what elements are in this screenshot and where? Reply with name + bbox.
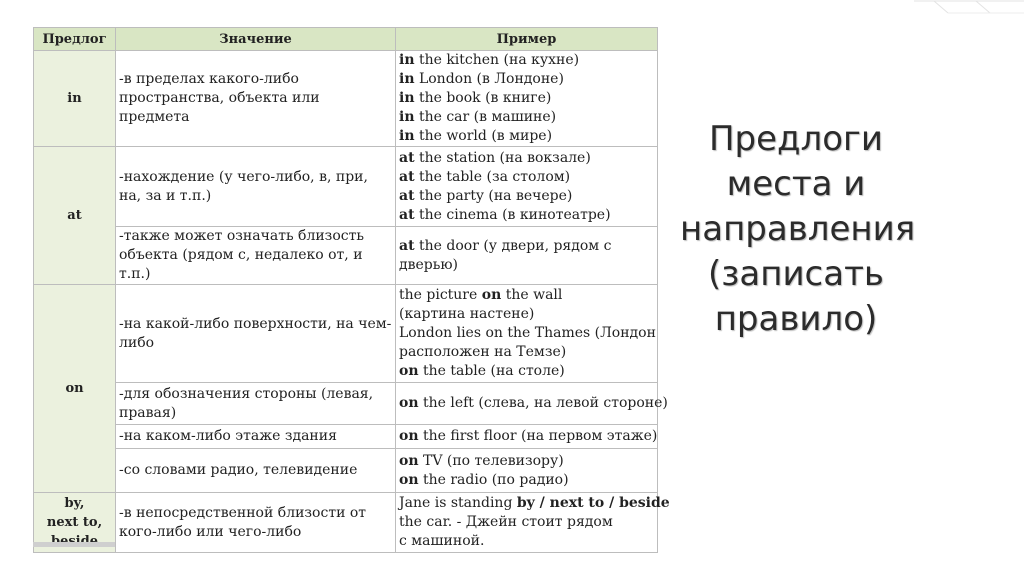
title-line: Предлоги bbox=[708, 119, 884, 159]
title-line: правило) bbox=[714, 299, 878, 339]
table-header-row bbox=[34, 28, 658, 51]
example-cell bbox=[396, 449, 658, 493]
title-line: (записать bbox=[708, 254, 884, 294]
meaning-cell: -для обозначения стороны (левая, правая) bbox=[116, 383, 396, 425]
title-line: места и bbox=[726, 164, 866, 204]
example-line: in the kitchen (на кухне) bbox=[399, 52, 580, 68]
example-line: дверью) bbox=[399, 256, 459, 273]
title-line: направления bbox=[680, 209, 916, 249]
example-cell bbox=[396, 285, 658, 383]
table-row bbox=[34, 493, 658, 553]
example-line: (картина настене) bbox=[399, 306, 535, 322]
example-line: at the party (на вечере) bbox=[399, 187, 573, 204]
prep-cell-in: in bbox=[34, 51, 116, 147]
meaning-cell: -со словами радио, телевидение bbox=[116, 449, 396, 493]
header-example: Пример bbox=[396, 28, 658, 51]
meaning-cell: -также может означать близость объекта (рядом с, недалеко от, и т.п.) bbox=[116, 227, 396, 285]
table-row bbox=[34, 449, 658, 493]
table-row bbox=[34, 147, 658, 227]
example-cell bbox=[396, 227, 658, 285]
example-line: at the station (на вокзале) bbox=[399, 149, 591, 166]
example-cell bbox=[396, 51, 658, 147]
table-row bbox=[34, 227, 658, 285]
slide-corner-decoration bbox=[914, 0, 1024, 14]
example-line: in the car (в машине) bbox=[399, 109, 557, 125]
slide-title bbox=[680, 117, 916, 342]
example-line: the picture on the wall bbox=[399, 287, 563, 303]
header-meaning: Значение bbox=[116, 28, 396, 51]
table-bottom-bar bbox=[33, 542, 115, 547]
example-line: London lies on the Thames (Лондон bbox=[399, 325, 656, 341]
example-line: at the cinema (в кинотеатре) bbox=[399, 206, 611, 223]
example-line: at the door (у двери, рядом с bbox=[399, 237, 612, 254]
table-row bbox=[34, 383, 658, 425]
table-row bbox=[34, 425, 658, 449]
example-line: расположен на Темзе) bbox=[399, 344, 567, 360]
table-row bbox=[34, 285, 658, 383]
meaning-cell: -в непосредственной близости от кого-либо или чего-либо bbox=[116, 493, 396, 553]
meaning-cell: -на каком-либо этаже здания bbox=[116, 425, 396, 449]
example-cell bbox=[396, 425, 658, 449]
meaning-cell: -в пределах какого-либо пространства, объекта или предмета bbox=[116, 51, 396, 147]
prepositions-table bbox=[33, 27, 670, 553]
example-line: on TV (по телевизору) bbox=[399, 452, 564, 469]
example-line: on the table (на столе) bbox=[399, 363, 565, 379]
example-line: Jane is standing by / next to / beside bbox=[399, 495, 670, 511]
prep-cell-by: by, next to, bbox=[34, 493, 116, 553]
example-line: in the book (в книге) bbox=[399, 90, 552, 106]
header-preposition: Предлог bbox=[34, 28, 116, 51]
example-line: on the left (слева, на левой стороне) bbox=[399, 395, 668, 411]
example-line: on the first floor (на первом этаже) bbox=[399, 428, 658, 444]
prep-cell-on: on bbox=[34, 285, 116, 493]
example-cell bbox=[396, 147, 658, 227]
example-cell bbox=[396, 383, 668, 425]
prep-cell-at: at bbox=[34, 147, 116, 285]
example-line: in London (в Лондоне) bbox=[399, 71, 564, 87]
example-line: on the radio (по радио) bbox=[399, 471, 569, 488]
example-line: at the table (за столом) bbox=[399, 168, 571, 185]
meaning-cell: -нахождение (у чего-либо, в, при, на, за и т.п.) bbox=[116, 147, 396, 227]
example-line: с машиной. bbox=[399, 533, 485, 549]
example-line: the car. - Джейн стоит рядом bbox=[399, 514, 613, 530]
table-row bbox=[34, 51, 658, 147]
example-cell bbox=[396, 493, 670, 553]
meaning-cell: -на какой-либо поверхности, на чем-либо bbox=[116, 285, 396, 383]
example-line: in the world (в мире) bbox=[399, 128, 553, 144]
